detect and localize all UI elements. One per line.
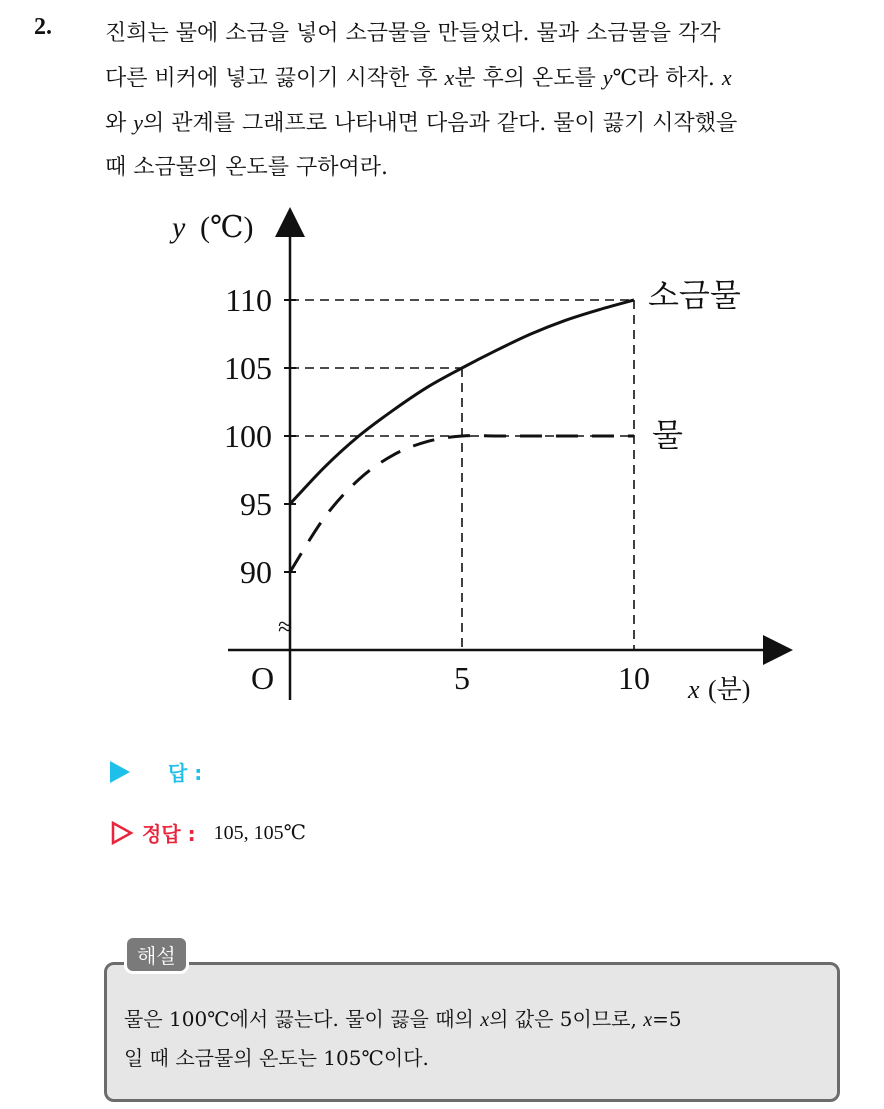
- y-axis-unit: (℃): [200, 211, 254, 244]
- series-label-water: 물: [652, 417, 683, 453]
- x-axis-unit: (분): [708, 675, 751, 704]
- explanation-tag: 해설: [124, 935, 189, 974]
- guide-lines: [290, 300, 634, 650]
- x-tick-label: 10: [618, 660, 650, 696]
- series-label-saltwater: 소금물: [648, 277, 741, 313]
- x-axis-var: x: [688, 675, 700, 704]
- y-tick-label: 100: [224, 418, 272, 454]
- answer-label: 답 :: [168, 761, 203, 785]
- explanation-line: 물은 100℃에서 끓는다. 물이 끓을 때의 x의 값은 5이므로, x=5: [124, 1007, 682, 1031]
- axis-break-symbol: ≈: [278, 612, 293, 641]
- question-line: 때 소금물의 온도를 구하여라.: [105, 155, 388, 180]
- question-line: 와 y의 관계를 그래프로 나타내면 다음과 같다. 물이 끓기 시작했을: [105, 110, 738, 136]
- explanation-line: 일 때 소금물의 온도는 105℃이다.: [124, 1046, 429, 1070]
- correct-answer-row: [110, 818, 306, 847]
- math-variable: y: [133, 110, 144, 135]
- math-variable: y: [602, 65, 613, 90]
- question-line: 다른 비커에 넣고 끓이기 시작한 후 x분 후의 온도를 y℃라 하자. x: [105, 65, 732, 91]
- question-number: 2.: [34, 14, 52, 40]
- y-tick-label: 105: [224, 350, 272, 386]
- correct-answer-label: 정답 :: [142, 822, 196, 846]
- outline-triangle-icon: [110, 821, 134, 845]
- math-variable: x: [643, 1009, 653, 1031]
- math-variable: x: [480, 1009, 490, 1031]
- y-axis-var: y: [172, 211, 186, 244]
- y-tick-label: 90: [240, 554, 272, 590]
- correct-answer-value: 105, 105℃: [213, 822, 306, 844]
- y-tick-label: 95: [240, 486, 272, 522]
- y-tick-label: 110: [225, 282, 272, 318]
- question-line: 진희는 물에 소금을 넣어 소금물을 만들었다. 물과 소금물을 각각: [105, 21, 721, 46]
- math-variable: x: [721, 65, 732, 90]
- origin-label: O: [251, 660, 275, 696]
- answer-row: [110, 757, 202, 786]
- math-variable: x: [444, 65, 455, 90]
- explanation-text: [124, 1000, 830, 1077]
- x-tick-label: 5: [454, 660, 470, 696]
- play-triangle-icon: [110, 761, 130, 783]
